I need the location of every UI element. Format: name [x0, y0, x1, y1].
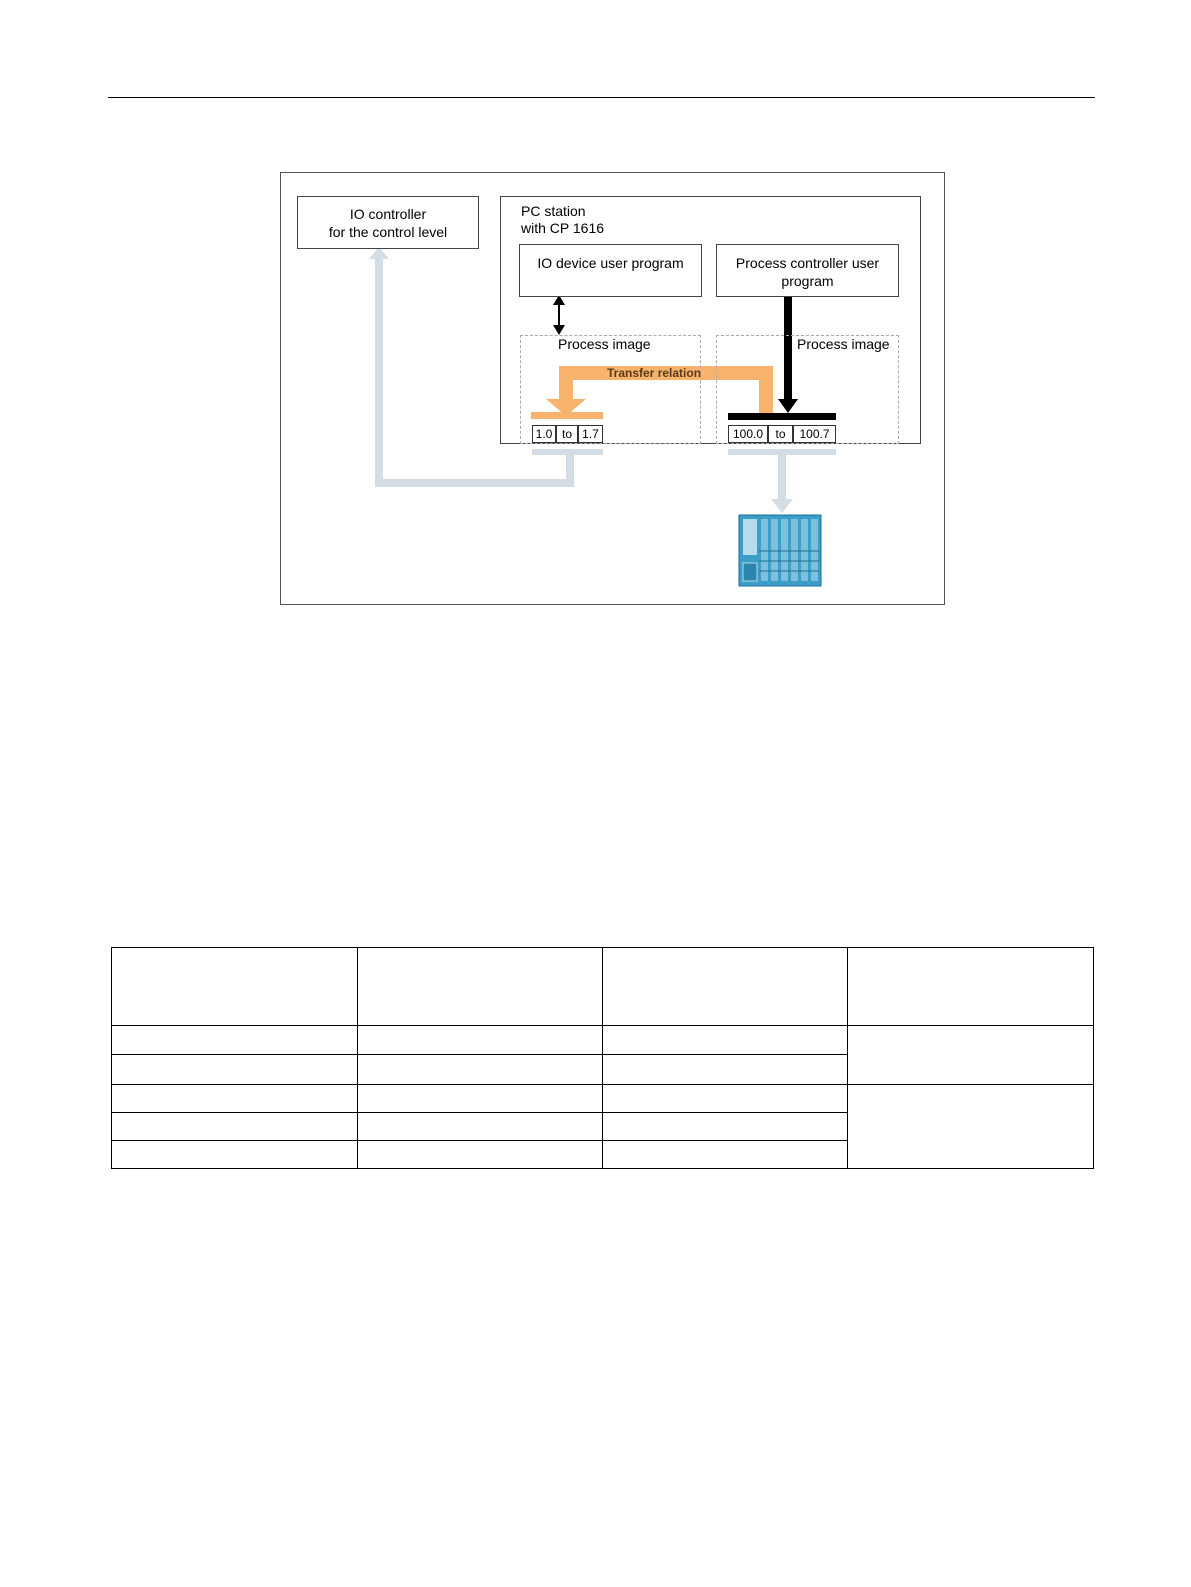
table-header-row	[112, 948, 1094, 1026]
table-cell	[112, 948, 358, 1026]
device-link-arrowhead	[771, 499, 793, 513]
pc-station-title	[521, 203, 604, 237]
left-image-underbar	[532, 449, 603, 455]
table-cell	[603, 1026, 848, 1055]
table-merged-cell	[848, 1026, 1094, 1084]
table-cell	[358, 1084, 603, 1112]
transfer-relation-label: Transfer relation	[607, 366, 702, 380]
table-row	[112, 1084, 1094, 1112]
left-address-end: 1.7	[578, 425, 603, 443]
table-cell	[603, 1055, 848, 1084]
io-device-rack-icon	[739, 515, 821, 586]
table-cell	[848, 948, 1094, 1026]
table-merged-cell	[848, 1084, 1094, 1168]
table-cell	[358, 948, 603, 1026]
table-cell	[358, 1112, 603, 1140]
empty-table	[111, 947, 1094, 1169]
process-image-right-label: Process image	[797, 336, 890, 352]
table-cell	[358, 1026, 603, 1055]
right-address-start: 100.0	[728, 425, 768, 443]
pc-station-line2: with CP 1616	[521, 220, 605, 236]
io-controller-line2: for the control level	[328, 223, 448, 240]
pc-station-line1: PC station	[521, 203, 586, 219]
left-address-sep: to	[556, 425, 578, 443]
right-image-underbar	[728, 449, 836, 455]
left-address-start: 1.0	[532, 425, 556, 443]
table-cell	[112, 1026, 358, 1055]
table-cell	[112, 1084, 358, 1112]
table-cell	[603, 1140, 848, 1168]
table-cell	[603, 1112, 848, 1140]
table-row	[112, 1026, 1094, 1055]
right-address-end: 100.7	[793, 425, 836, 443]
process-controller-line2: program	[781, 273, 834, 289]
table-cell	[358, 1055, 603, 1084]
table-cell	[112, 1112, 358, 1140]
io-controller-line1: IO controller	[349, 205, 427, 222]
diagram-figure	[280, 172, 945, 605]
table-cell	[603, 948, 848, 1026]
table-cell	[112, 1140, 358, 1168]
table-cell	[112, 1055, 358, 1084]
right-address-sep: to	[768, 425, 793, 443]
header-rule	[108, 97, 1095, 98]
process-controller-line1: Process controller user	[735, 255, 880, 271]
io-device-program-box	[519, 244, 702, 297]
table-cell	[358, 1140, 603, 1168]
io-controller-box	[297, 196, 479, 249]
io-device-program-label: IO device user program	[537, 255, 684, 271]
process-image-left-label: Process image	[558, 336, 651, 352]
table-cell	[603, 1084, 848, 1112]
process-controller-program-box	[716, 244, 899, 297]
